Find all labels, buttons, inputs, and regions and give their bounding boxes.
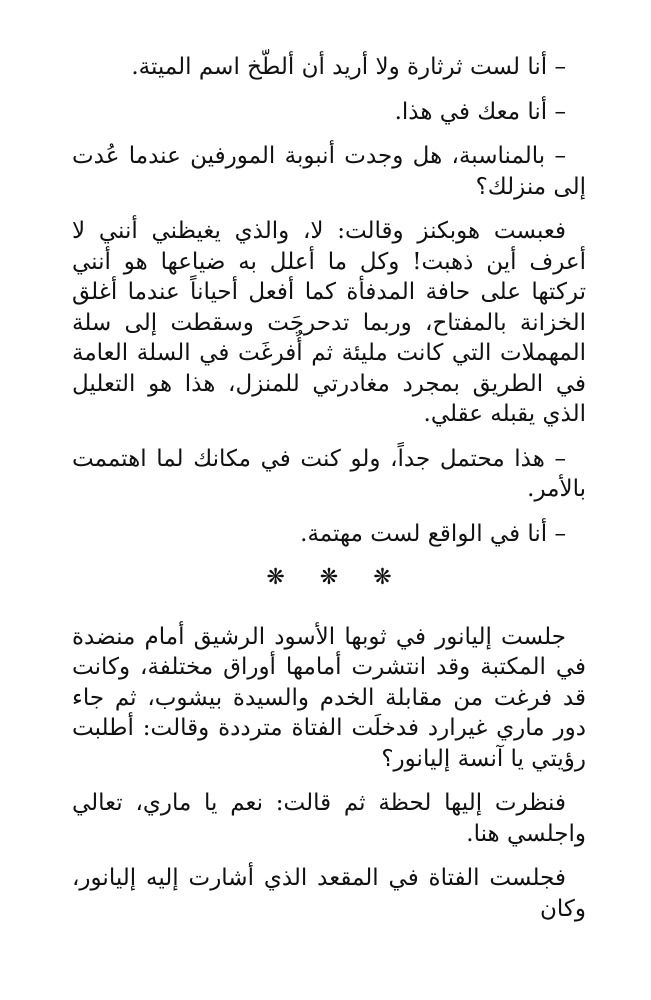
narrative-paragraph: فنظرت إليها لحظة ثم قالت: نعم يا ماري، تعالي واجلسي هنا. <box>72 790 586 847</box>
narrative-paragraph: فعبست هوبكنز وقالت: لا، والذي يغيظني أنني لا أعرف أين ذهبت! وكل ما أعلل به ضياعها هو أنني تركتها على حافة المدفأة كما أفعل أحياناً عندما أغلق الخزانة بالمفتاح، وربما تدحرجَت وسقطت إلى سلة المهملات التي كانت مليئة ثم أُفرغَت في السلة العامة في الطريق بمجرد مغادرتي للمنزل، هذا هو التعليل الذي يقبله عقلي. <box>72 218 586 427</box>
dialog-line: – أنا معك في هذا. <box>394 98 566 125</box>
section-separator: ❋ ❋ ❋ <box>266 565 406 590</box>
dialog-line: – أنا في الواقع لست مهتمة. <box>300 520 566 547</box>
narrative-paragraph: جلست إليانور في ثوبها الأسود الرشيق أمام منضدة في المكتبة وقد انتشرت أمامها أوراق مختلفة، وكانت قد فرغت من مقابلة الخدم والسيدة بيشوب، ثم جاء دور ماري غيرارد فدخلَت الفتاة مترددة وقالت: أطلبت رؤيتي يا آنسة إليانور؟ <box>72 623 586 772</box>
dialog-line: – بالمناسبة، هل وجدت أنبوبة المورفين عندما عُدت إلى منزلك؟ <box>72 143 586 200</box>
narrative-paragraph: فجلست الفتاة في المقعد الذي أشارت إليه إليانور، وكان <box>72 865 586 922</box>
dialog-line: – أنا لست ثرثارة ولا أريد أن ألطّخ اسم الميتة. <box>131 54 566 80</box>
book-page <box>72 52 586 938</box>
dialog-line: – هذا محتمل جداً، ولو كنت في مكانك لما اهتممت بالأمر. <box>72 445 586 502</box>
